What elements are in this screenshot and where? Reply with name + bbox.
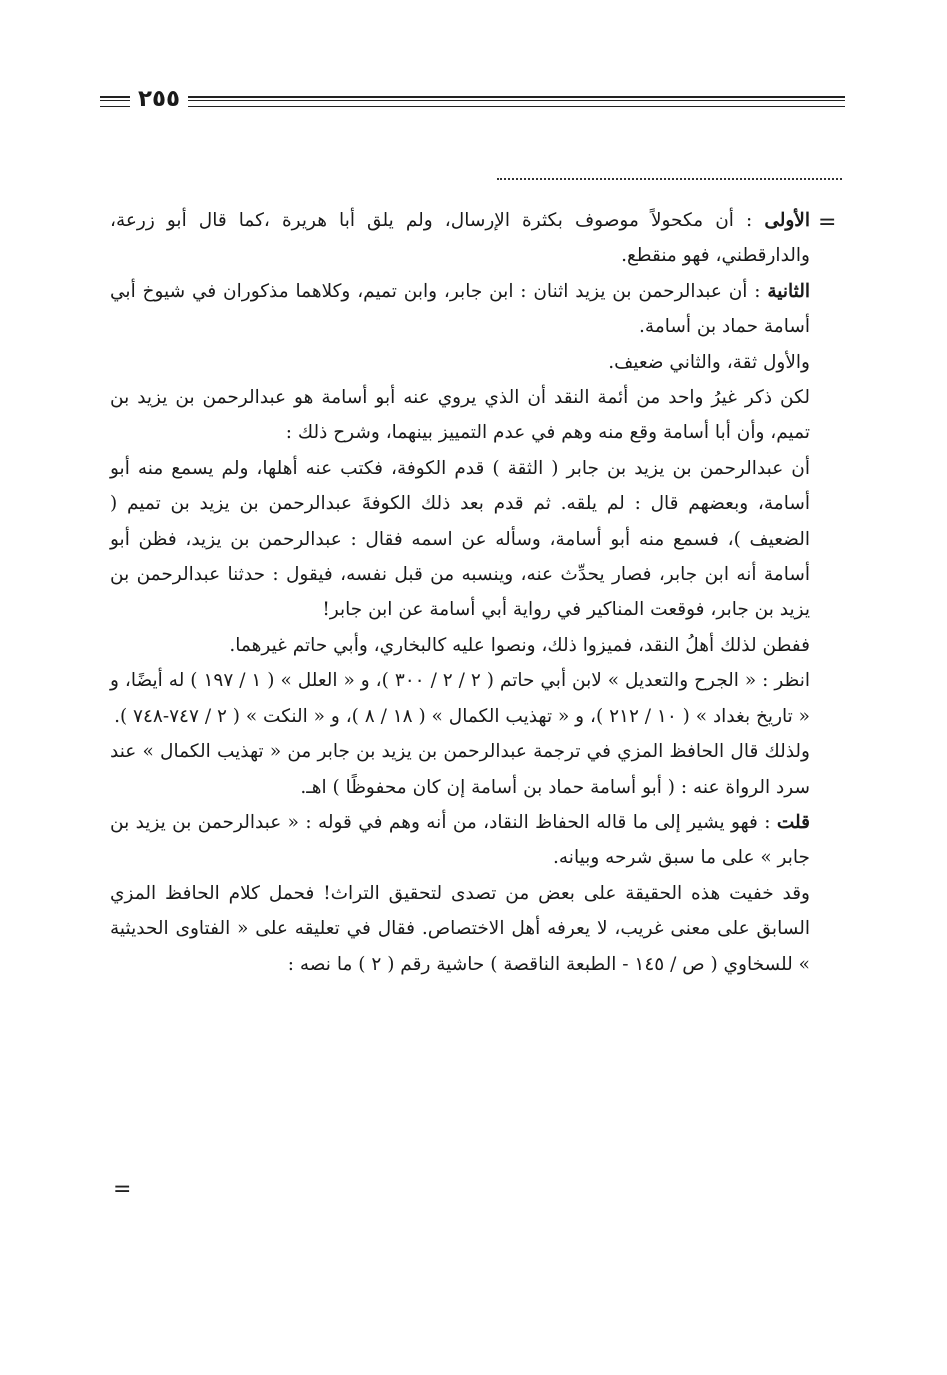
paragraph-second-point xyxy=(110,274,810,345)
paragraph-references: انظر : « الجرح والتعديل » لابن أبي حاتم ( ٢ / ٢ / ٣٠٠ )، و « العلل » ( ١ / ١٩٧ ) له أيضًا، و « تاريخ بغداد » ( ١٠ / ٢١٢ )، و « تهذيب الكمال » ( ١٨ / ٨ )، و « النكت » ( ٢ / ٧٤٧-٧٤٨ ). xyxy=(110,670,811,727)
header-rule-short xyxy=(100,96,130,107)
paragraph: ولذلك قال الحافظ المزي في ترجمة عبدالرحمن بن يزيد بن جابر من « تهذيب الكمال » عند سرد الرواة عنه : ( أبو أسامة حماد بن أسامة إن كان محفوظًا ) اهـ. xyxy=(110,741,810,798)
paragraph: والأول ثقة، والثاني ضعيف. xyxy=(608,351,810,373)
paragraph-first-point xyxy=(110,203,810,274)
paragraph-body: : أن عبدالرحمن بن يزيد اثنان : ابن جابر، وابن تميم، وكلاهما مذكوران في شيوخ أبي أسامة حماد بن أسامة. xyxy=(110,280,810,338)
footnote-text xyxy=(110,203,810,982)
paragraph-body: : فهو يشير إلى ما قاله الحفاظ النقاد، من أنه وهم في قوله : « عبدالرحمن بن يزيد بن جابر » على ما سبق شرحه وبيانه. xyxy=(110,811,810,869)
continuation-mark-top: = xyxy=(818,210,837,235)
paragraph: ففطن لذلك أهلُ النقد، فميزوا ذلك، ونصوا عليه كالبخاري، وأبي حاتم غيرهما. xyxy=(229,634,810,656)
page-header xyxy=(100,86,845,116)
paragraph-body: : أن مكحولاً موصوف بكثرة الإرسال، ولم يلق أبا هريرة ،كما قال أبو زرعة، والدارقطني، فهو منقطع. xyxy=(110,210,810,267)
paragraph-qultu xyxy=(110,805,810,876)
header-rule-long xyxy=(188,96,845,107)
continuation-mark-bottom: = xyxy=(113,1177,132,1202)
paragraph-lead: الأولى xyxy=(764,210,810,231)
paragraph-lead: قلت xyxy=(776,811,810,833)
footnote-separator xyxy=(497,178,842,180)
page-number: ٢٥٥ xyxy=(137,86,181,112)
paragraph: وقد خفيت هذه الحقيقة على بعض من تصدى لتحقيق التراث! فحمل كلام الحافظ المزي السابق على معنى غريب، لا يعرفه أهل الاختصاص. فقال في تعليقه على « الفتاوى الحديثية » للسخاوي ( ص / ١٤٥ - الطبعة الناقصة ) حاشية رقم ( ٢ ) ما نصه : xyxy=(110,882,810,975)
paragraph: لكن ذكر غيرُ واحد من أئمة النقد أن الذي يروي عنه أبو أسامة هو عبدالرحمن بن يزيد بن تميم، وأن أبا أسامة وقع منه وهم في عدم التمييز بينهما، وشرح ذلك : xyxy=(110,387,810,444)
paragraph-lead: الثانية xyxy=(767,280,810,302)
paragraph: أن عبدالرحمن بن يزيد بن جابر ( الثقة ) قدم الكوفة، فكتب عنه أهلها، ولم يسمع منه أبو أسامة، وبعضهم قال : لم يلقه. ثم قدم بعد ذلك الكوفةَ عبدالرحمن بن يزيد بن تميم ( الضعيف )، فسمع منه أبو أسامة، وسأله عن اسمه فقال : عبدالرحمن بن يزيد، فظن أبو أسامة أنه ابن جابر، فصار يحدِّث عنه، وينسبه من قبل نفسه، فيقول : حدثنا عبدالرحمن بن يزيد بن جابر، فوقعت المناكير في رواية أبي أسامة عن ابن جابر! xyxy=(110,457,810,621)
